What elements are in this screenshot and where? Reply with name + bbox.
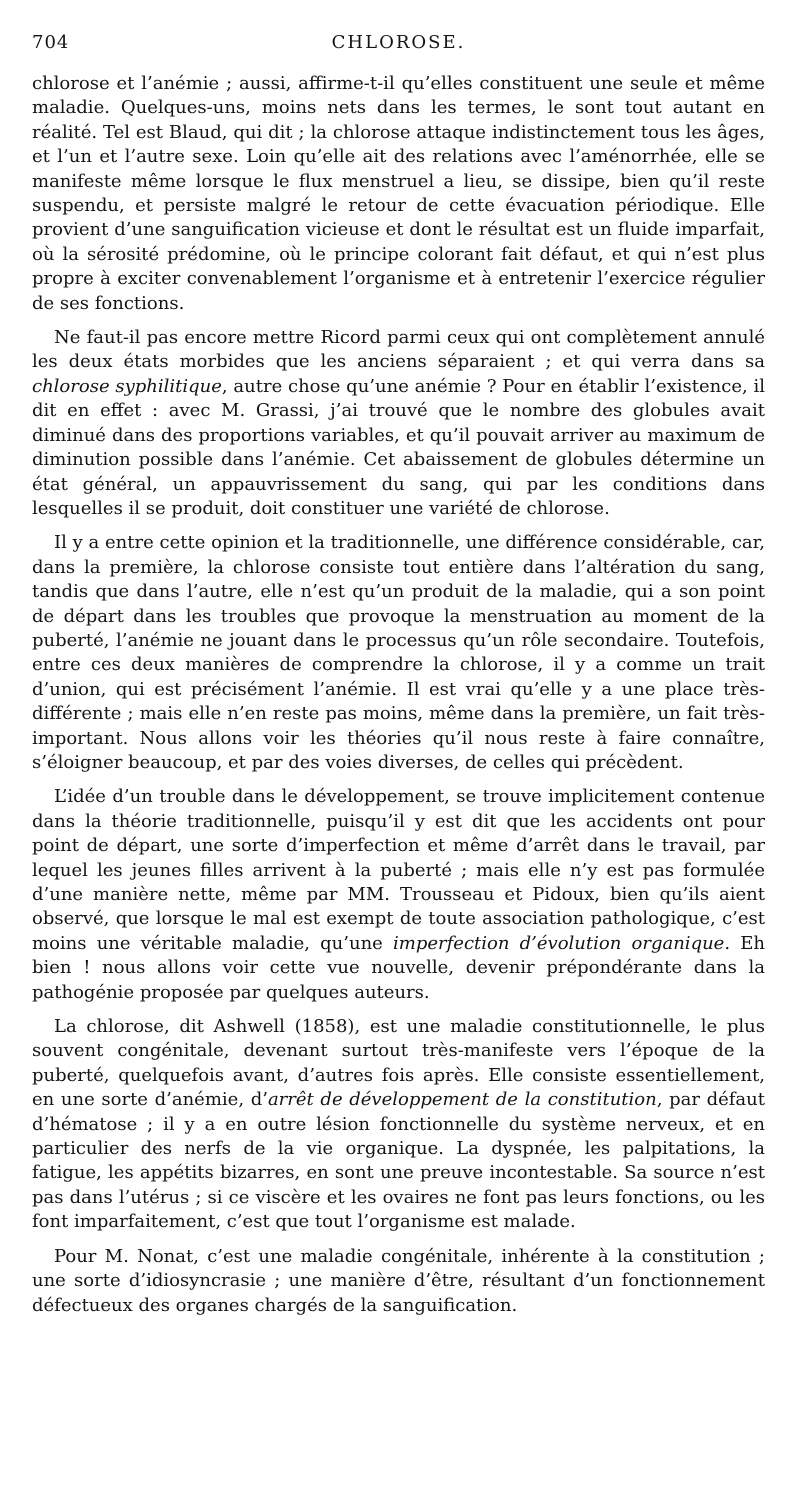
text-segment: . Eh bien ! nous allons voir cette vue nouvelle, devenir prépondérante dans la pathogénie proposée par quelques auteurs. bbox=[32, 932, 765, 1003]
paragraph bbox=[32, 785, 765, 1005]
text-segment: Ne faut-il pas encore mettre Ricord parmi ceux qui ont complètement annulé les deux états morbides que les anciens séparaient ; et qui verra dans sa bbox=[32, 327, 765, 373]
book-page bbox=[32, 28, 765, 1428]
page-body bbox=[32, 72, 765, 1318]
text-segment: La chlorose, dit Ashwell (1858), est une maladie constitutionnelle, le plus souvent congénitale, devenant surtout très-manifeste vers l’époque de la puberté, quelquefois avant, d’autres fois après. Elle consiste essentiellement, en une sorte d’anémie, d’ bbox=[32, 1016, 765, 1111]
text-segment: L’idée d’un trouble dans le développement, se trouve implicitement contenue dans la théorie traditionnelle, puisqu’il y est dit que les accidents ont pour point de départ, une sorte d’imperfection et même d’arrêt dans le travail, par lequel les jeunes filles arrivent à la puberté ; mais elle n’y est pas formulée d’une manière nette, même par MM. Trousseau et Pidoux, bien qu’ils aient observé, que lorsque le mal est exempt de toute association pathologique, c’est moins une véritable maladie, qu’une bbox=[32, 786, 765, 954]
text-segment: Pour M. Nonat, c’est une maladie congénitale, inhérente à la constitution ; une sorte d’idiosyncrasie ; une manière d’être, résultant d’un fonctionnement défectueux des organes chargés de la sanguification. bbox=[32, 1245, 765, 1316]
text-segment: chlorose et l’anémie ; aussi, affirme-t-il qu’elles constituent une seule et même maladie. Quelques-uns, moins nets dans les termes, le sont tout autant en réalité. Tel est Blaud, qui dit ; la chlorose attaque indistinctement tous les âges, et l’un et l’autre sexe. Loin qu’elle ait des relations avec l’aménorrhée, elle se manifeste même lorsque le flux menstruel a lieu, se dissipe, bien qu’il reste suspendu, et persiste malgré le retour de cette évacuation périodique. Elle provient d’une sanguification vicieuse et dont le résultat est un fluide imparfait, où la sérosité prédomine, où le principe colorant fait défaut, et qui n’est plus propre à exciter convenablement l’organisme et à entretenir l’exercice régulier de ses fonctions. bbox=[32, 73, 765, 314]
paragraph bbox=[32, 531, 765, 775]
paragraph bbox=[32, 1015, 765, 1235]
page-number: 704 bbox=[32, 32, 70, 53]
italic-term: chlorose syphilitique bbox=[32, 375, 222, 397]
running-title: CHLOROSE. bbox=[331, 32, 466, 53]
page-header bbox=[32, 28, 765, 58]
italic-term: imperfection d’évolution organique bbox=[393, 932, 725, 954]
text-segment: , par défaut d’hématose ; il y a en outre lésion fonctionnelle du système nerveux, et en particulier des nerfs de la vie organique. La dyspnée, les palpitations, la fatigue, les appétits bizarres, en sont une preuve incontestable. Sa source n’est pas dans l’utérus ; si ce viscère et les ovaires ne font pas leurs fonctions, ou les font imparfaitement, c’est que tout l’organisme est malade. bbox=[32, 1089, 765, 1233]
paragraph bbox=[32, 72, 765, 316]
text-segment: Il y a entre cette opinion et la traditionnelle, une différence considérable, car, dans la première, la chlorose consiste tout entière dans l’altération du sang, tandis que dans l’autre, elle n’est qu’un produit de la maladie, qui a son point de départ dans les troubles que provoque la menstruation au moment de la puberté, l’anémie ne jouant dans le processus qu’un rôle secondaire. Toutefois, entre ces deux manières de comprendre la chlorose, il y a comme un trait d’union, qui est précisément l’anémie. Il est vrai qu’elle y a une place très-différente ; mais elle n’en reste pas moins, même dans la première, un fait très-important. Nous allons voir les théories qu’il nous reste à faire connaître, s’éloigner beaucoup, et par des voies diverses, de celles qui précèdent. bbox=[32, 532, 765, 773]
italic-term: arrêt de développement de la constitution bbox=[267, 1089, 657, 1111]
text-segment: , autre chose qu’une anémie ? Pour en établir l’existence, il dit en effet : avec M. Grassi, j’ai trouvé que le nombre des globules avait diminué dans des proportions variables, et qu’il pouvait arriver au maximum de diminution possible dans l’anémie. Cet abaissement de globules détermine un état général, un appauvrissement du sang, qui par les conditions dans lesquelles il se produit, doit constituer une variété de chlorose. bbox=[32, 375, 765, 519]
paragraph bbox=[32, 326, 765, 521]
paragraph bbox=[32, 1245, 765, 1318]
